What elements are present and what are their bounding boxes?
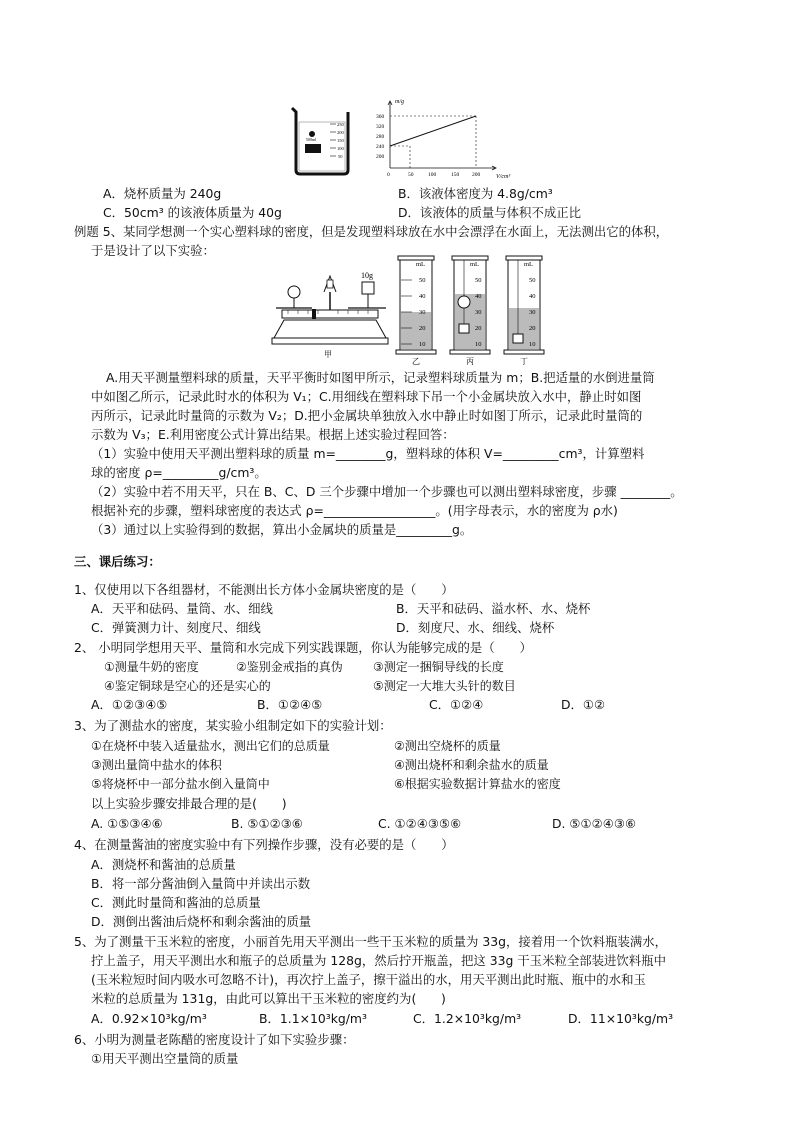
q4-option-d: D．测倒出酱油后烧杯和剩余酱油的质量 xyxy=(91,914,312,929)
prev-option-d: D．该液体的质量与体积不成正比 xyxy=(398,205,582,220)
q3-step-2: ②测出空烧杯的质量 xyxy=(394,739,501,753)
q5-option-c: C．1.2×10³kg/m³ xyxy=(413,1011,522,1026)
section3-heading: 三、课后练习： xyxy=(74,554,161,569)
beaker-volume-mark: 500ml xyxy=(306,137,317,142)
q2-item-1: ①测量牛奶的密度 xyxy=(104,660,199,674)
mass-volume-graph xyxy=(364,96,514,180)
cylinder-ding-tick-10: 10 xyxy=(529,341,536,348)
balance-figure xyxy=(268,262,392,358)
q2-option-a: A．①②③④⑤ xyxy=(91,697,168,712)
q6-stem: 6、小明为测量老陈醋的密度设计了如下实验步骤： xyxy=(74,1032,355,1047)
q2-item-2: ②鉴别金戒指的真伪 xyxy=(236,660,343,674)
cylinder-yi-caption: 乙 xyxy=(412,357,420,366)
example5-sub2-a: （2）实验中若不用天平，只在 B、C、D 三个步骤中增加一个步骤也可以测出塑料球密度，步骤 ________。 xyxy=(91,484,683,499)
q1-stem: 1、仅使用以下各组器材，不能测出长方体小金属块密度的是（ ） xyxy=(74,582,454,597)
example5-line2: 于是设计了以下实验： xyxy=(91,243,215,258)
cylinder-yi-tick-50: 50 xyxy=(419,277,426,284)
example5-para-2: 中如图乙所示，记录此时水的体积为 V₁；C.用细线在塑料球下吊一个小金属块放入水中，静止时如图 xyxy=(91,389,642,404)
beaker-scale-1: 250 xyxy=(337,122,344,127)
cylinder-yi-tick-30: 30 xyxy=(419,309,426,316)
example5-sub1-a: （1）实验中使用天平测出塑料球的质量 m=________g，塑料球的体积 V=_________cm³，计算塑料 xyxy=(91,446,645,461)
q3-ask: 以上实验步骤安排最合理的是( ) xyxy=(91,796,287,811)
cylinder-ding-tick-30: 30 xyxy=(529,309,536,316)
cylinder-yi xyxy=(394,254,442,366)
q4-stem: 4、在测量酱油的密度实验中有下列操作步骤，没有必要的是（ ） xyxy=(74,837,454,852)
cylinder-yi-tick-40: 40 xyxy=(419,293,426,300)
q5-line-4: 米粒的总质量为 131g，由此可以算出干玉米粒的密度约为( ) xyxy=(91,991,446,1006)
q4-option-c: C．测此时量筒和酱油的总质量 xyxy=(91,895,261,910)
prev-option-b: B．该液体密度为 4.8g/cm³ xyxy=(398,186,553,201)
q3-step-5: ⑤将烧杯中一部分盐水倒入量筒中 xyxy=(91,777,270,791)
cylinder-bing-caption: 丙 xyxy=(466,357,474,366)
graph-line xyxy=(390,116,476,146)
q2-option-c: C．①②④ xyxy=(429,697,484,712)
cylinder-bing-tick-30: 30 xyxy=(475,309,482,316)
q6-step-1: ①用天平测出空量筒的质量 xyxy=(91,1051,239,1066)
q4-option-b: B．将一部分酱油倒入量筒中并读出示数 xyxy=(91,876,311,891)
q3-option-c: C. ①②④③⑤⑥ xyxy=(378,816,462,831)
prev-option-c: C．50cm³ 的该液体质量为 40g xyxy=(103,205,282,220)
q3-step-1: ①在烧杯中装入适量盐水，测出它们的总质量 xyxy=(91,739,330,753)
graph-x-tick-50: 50 xyxy=(408,172,414,178)
cylinder-bing-tick-10: 10 xyxy=(475,341,482,348)
cylinder-ding-tick-50: 50 xyxy=(529,277,536,284)
example5-para-4: 示数为 V₃；E.利用密度公式计算出结果。根据上述实验过程回答： xyxy=(91,427,455,442)
graph-x-tick-0: 0 xyxy=(387,172,390,178)
q3-step-6: ⑥根据实验数据计算盐水的密度 xyxy=(394,777,561,791)
q2-item-5: ⑤测定一大堆大头针的数目 xyxy=(373,679,516,693)
cylinder-ding-caption: 丁 xyxy=(520,357,528,366)
beaker-scale-3: 150 xyxy=(337,138,344,143)
q3-option-b: B. ⑤①②③⑥ xyxy=(231,816,303,831)
example5-sub3: （3）通过以上实验得到的数据，算出小金属块的质量是_________g。 xyxy=(91,522,473,537)
cylinder-bing-tick-20: 20 xyxy=(475,325,482,332)
cylinder-yi-unit: mL xyxy=(416,261,426,268)
example5-para-1: A.用天平测量塑料球的质量，天平平衡时如图甲所示，记录塑料球质量为 m；B.把适量的水倒进量筒 xyxy=(106,370,655,385)
q5-line-2: 拧上盖子，用天平测出水和瓶子的总质量为 128g，然后拧开瓶盖，把这 33g 干玉米粒全部装进饮料瓶中 xyxy=(91,953,666,968)
q5-option-b: B．1.1×10³kg/m³ xyxy=(259,1011,367,1026)
graph-y-tick-200: 200 xyxy=(376,154,385,160)
q2-option-d: D．①② xyxy=(561,697,606,712)
balance-weight-label: 10g xyxy=(361,271,373,280)
cylinder-bing-unit: mL xyxy=(470,261,480,268)
graph-x-tick-100: 100 xyxy=(428,172,437,178)
q5-line-3: (玉米粒短时间内吸水可忽略不计)，再次拧上盖子，擦干溢出的水，用天平测出此时瓶、瓶中的水和玉 xyxy=(91,972,646,987)
example5-sub1-b: 球的密度 ρ=_________g/cm³。 xyxy=(91,465,267,480)
graph-y-tick-240: 240 xyxy=(376,144,385,150)
q3-step-3: ③测出量筒中盐水的体积 xyxy=(91,758,222,772)
q5-line-1: 5、为了测量干玉米粒的密度，小丽首先用天平测出一些干玉米粒的质量为 33g，接着用一个饮料瓶装满水， xyxy=(74,934,668,949)
q3-stem: 3、为了测盐水的密度，某实验小组制定如下的实验计划： xyxy=(74,718,392,733)
cylinder-yi-tick-20: 20 xyxy=(419,325,426,332)
q2-item-3: ③测定一捆铜导线的长度 xyxy=(373,660,504,674)
q2-stem: 2、 小明同学想用天平、量筒和水完成下列实践课题，你认为能够完成的是（ ） xyxy=(74,640,532,655)
q4-option-a: A．测烧杯和酱油的总质量 xyxy=(91,857,236,872)
graph-y-tick-280: 280 xyxy=(376,134,385,140)
q5-option-d: D．11×10³kg/m³ xyxy=(568,1011,674,1026)
q3-option-a: A. ①⑤③④⑥ xyxy=(91,816,163,831)
graph-x-tick-200: 200 xyxy=(472,172,481,178)
cylinder-ding-tick-20: 20 xyxy=(529,325,536,332)
example5-sub2-b: 根据补充的步骤，塑料球密度的表达式 ρ=__________________。(用字母表示，水的密度为 ρ水) xyxy=(91,503,618,518)
q2-option-b: B．①②④⑤ xyxy=(257,697,323,712)
graph-y-tick-320: 320 xyxy=(376,124,385,130)
cylinder-yi-tick-10: 10 xyxy=(419,341,426,348)
q3-option-d: D. ⑤①②④③⑥ xyxy=(552,816,637,831)
cylinder-bing-tick-40: 40 xyxy=(475,293,482,300)
figure-caption-jia: 甲 xyxy=(324,350,332,358)
example5-line1: 例题 5、某同学想测一个实心塑料球的密度，但是发现塑料球放在水中会漂浮在水面上，无法测出它的体积， xyxy=(74,224,669,239)
cylinder-ding-unit: mL xyxy=(524,261,534,268)
q5-option-a: A．0.92×10³kg/m³ xyxy=(91,1011,207,1026)
cylinder-bing-tick-50: 50 xyxy=(475,277,482,284)
graph-x-label: V/cm³ xyxy=(496,174,511,180)
q1-option-c: C．弹簧测力计、刻度尺、细线 xyxy=(91,620,261,635)
q3-step-4: ④测出烧杯和剩余盐水的质量 xyxy=(394,758,549,772)
q1-option-d: D．刻度尺、水、细线、烧杯 xyxy=(396,620,555,635)
q1-option-a: A．天平和砝码、量筒、水、细线 xyxy=(91,601,273,616)
q1-option-b: B．天平和砝码、溢水杯、水、烧杯 xyxy=(396,601,591,616)
q2-item-4: ④鉴定铜球是空心的还是实心的 xyxy=(104,679,271,693)
graph-y-label: m/g xyxy=(395,99,404,105)
graph-y-tick-360: 360 xyxy=(376,114,385,120)
example5-para-3: 丙所示，记录此时量筒的示数为 V₂；D.把小金属块单独放入水中静止时如图丁所示，记录此时量筒的 xyxy=(91,408,643,423)
beaker-scale-5: 50 xyxy=(338,154,343,159)
beaker-scale-2: 200 xyxy=(337,130,344,135)
beaker-scale-4: 100 xyxy=(337,146,344,151)
prev-option-a: A．烧杯质量为 240g xyxy=(103,186,222,201)
cylinder-ding xyxy=(502,254,550,366)
cylinder-bing xyxy=(448,254,496,366)
beaker-figure xyxy=(288,104,354,176)
cylinder-ding-tick-40: 40 xyxy=(529,293,536,300)
graph-x-tick-150: 150 xyxy=(451,172,460,178)
